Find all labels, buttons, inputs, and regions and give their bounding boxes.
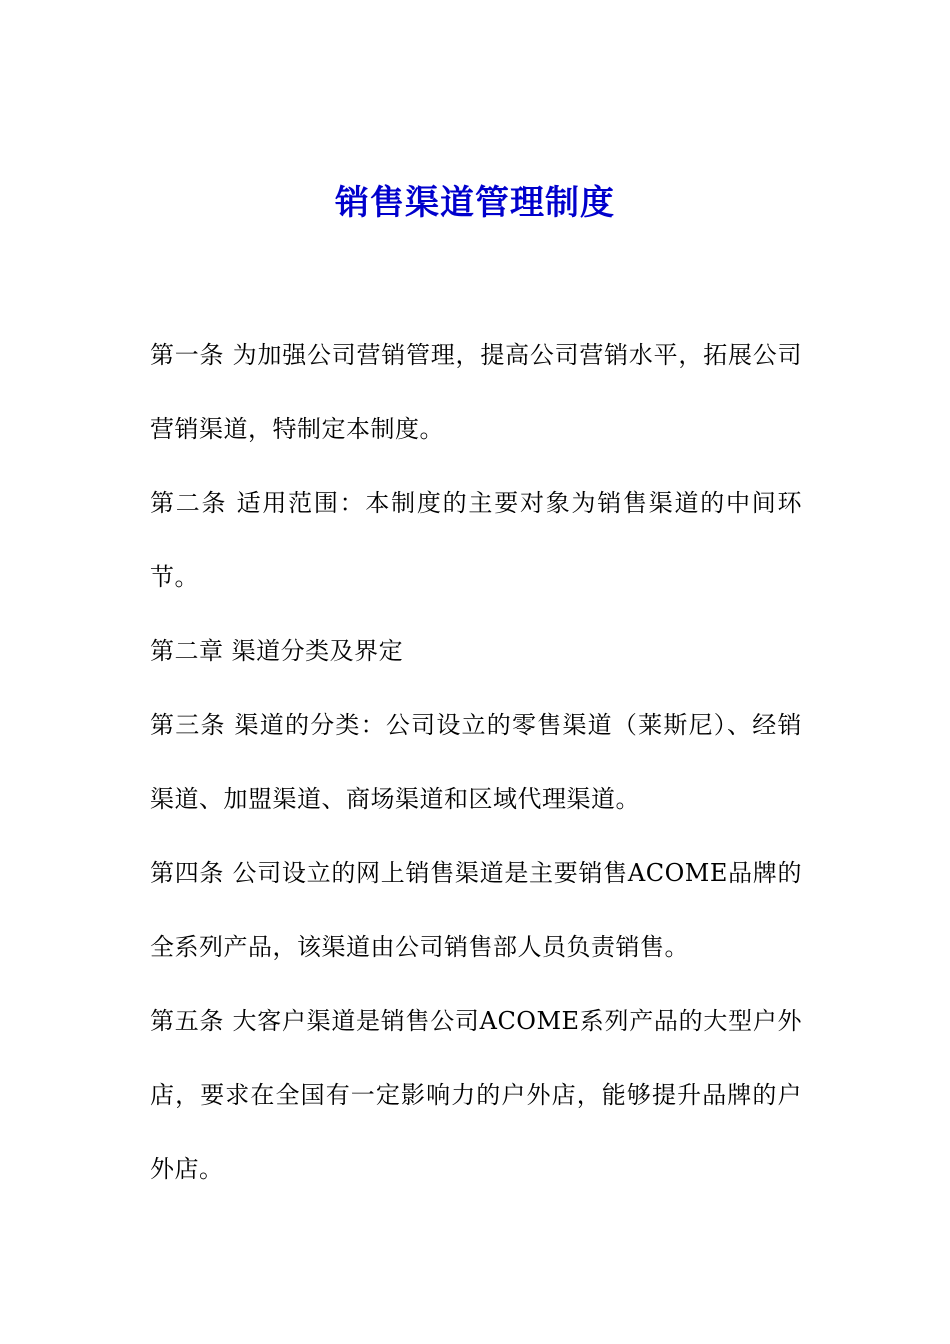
paragraph-article-2: 第二条 适用范围：本制度的主要对象为销售渠道的中间环节。 — [150, 489, 802, 591]
paragraph-article-3: 第三条 渠道的分类：公司设立的零售渠道（莱斯尼）、经销渠道、加盟渠道、商场渠道和区域代理渠道。 — [150, 711, 802, 813]
paragraph-article-4: 第四条 公司设立的网上销售渠道是主要销售ACOME品牌的全系列产品，该渠道由公司销售部人员负责销售。 — [150, 859, 802, 961]
chapter-heading: 第二章 渠道分类及界定 — [150, 637, 404, 665]
document-title: 销售渠道管理制度 — [335, 183, 615, 223]
paragraph-article-1: 第一条 为加强公司营销管理，提高公司营销水平，拓展公司营销渠道，特制定本制度。 — [150, 341, 802, 443]
paragraph-article-5: 第五条 大客户渠道是销售公司ACOME系列产品的大型户外店，要求在全国有一定影响力的户外店，能够提升品牌的户外店。 — [150, 1007, 802, 1183]
document-body — [150, 318, 802, 1206]
